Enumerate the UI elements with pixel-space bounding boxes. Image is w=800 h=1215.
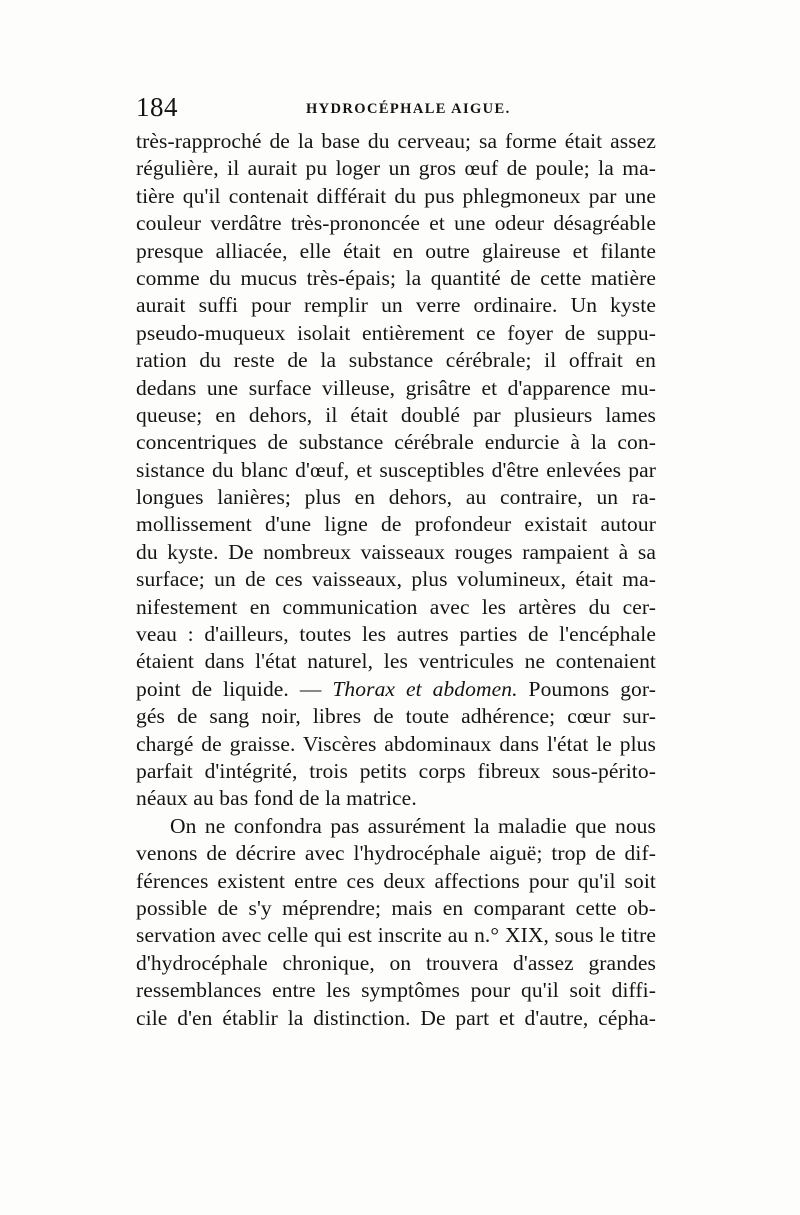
text-line: ressemblances entre les symptômes pour qu'il soit diffi- [136,978,656,1003]
text-line: queuse; en dehors, il était doublé par plusieurs lames [136,402,656,427]
text-line: concentriques de substance cérébrale endurcie à la con- [136,430,656,455]
text-line: sistance du blanc d'œuf, et susceptibles d'être enlevées par [136,457,656,482]
paragraph-autopsy [136,128,656,813]
text-line: comme du mucus très-épais; la quantité de cette matière [136,265,656,290]
text-run: Poumons gor- [517,676,656,701]
text-line: néaux au bas fond de la matrice. [136,786,417,811]
text-line: pseudo-muqueux isolait entièrement ce foyer de suppu- [136,320,656,345]
text-line: presque alliacée, elle était en outre glaireuse et filante [136,238,656,263]
text-line: venons de décrire avec l'hydrocéphale aiguë; trop de dif- [136,841,656,866]
page-number: 184 [136,92,178,122]
text-line: mollissement d'une ligne de profondeur existait autour [136,512,656,537]
running-head [136,92,656,122]
text-line: gés de sang noir, libres de toute adhérence; cœur sur- [136,704,656,729]
text-run: point de liquide. — [136,676,333,701]
text-line: ration du reste de la substance cérébrale; il offrait en [136,348,656,373]
text-line: nifestement en communication avec les artères du cer- [136,594,656,619]
text-line: veau : d'ailleurs, toutes les autres parties de l'encéphale [136,622,656,647]
text-line: aurait suffi pour remplir un verre ordinaire. Un kyste [136,293,656,318]
running-title: HYDROCÉPHALE AIGUE. [306,101,511,117]
text-line: férences existent entre ces deux affections pour qu'il soit [136,868,656,893]
section-heading-thorax: Thorax et abdomen. [332,676,518,701]
text-line: servation avec celle qui est inscrite au n.° XIX, sous le titre [136,923,656,948]
text-line: On ne confondra pas assurément la maladie que nous [170,813,656,838]
text-line: cile d'en établir la distinction. De part et d'autre, cépha- [136,1005,656,1030]
text-line: d'hydrocéphale chronique, on trouvera d'assez grandes [136,950,656,975]
text-line: étaient dans l'état naturel, les ventricules ne contenaient [136,649,656,674]
text-line: surface; un de ces vaisseaux, plus volumineux, était ma- [136,567,656,592]
text-line: du kyste. De nombreux vaisseaux rouges rampaient à sa [136,539,656,564]
text-line: tière qu'il contenait différait du pus phlegmoneux par une [136,183,656,208]
paragraph-discussion [136,813,656,1032]
text-line: longues lanières; plus en dehors, au contraire, un ra- [136,485,656,510]
text-line: couleur verdâtre très-prononcée et une odeur désagréable [136,211,656,236]
text-line: parfait d'intégrité, trois petits corps fibreux sous-périto- [136,758,656,783]
text-line-with-italic [136,676,656,703]
text-line: chargé de graisse. Viscères abdominaux dans l'état le plus [136,731,656,756]
body-text [136,128,656,1032]
text-line: régulière, il aurait pu loger un gros œuf de poule; la ma- [136,156,656,181]
text-line: possible de s'y méprendre; mais en comparant cette ob- [136,895,656,920]
text-line: dedans une surface villeuse, grisâtre et d'apparence mu- [136,375,656,400]
text-line: très-rapproché de la base du cerveau; sa forme était assez [136,129,656,153]
